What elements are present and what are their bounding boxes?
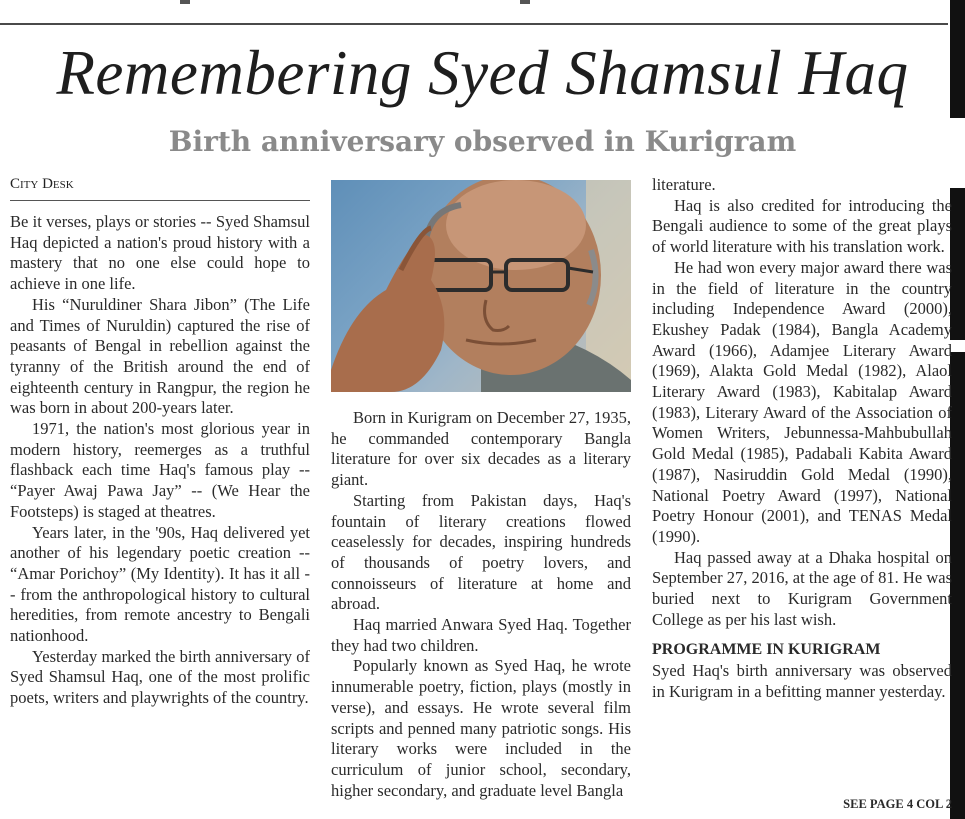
clipped-text-fragment [520,0,530,4]
paragraph: Popularly known as Syed Haq, he wrote innumerable poetry, fiction, plays (mostly in verse), and essays. He wrote several film scripts and penned many patriotic songs. His literary works were included in the curriculum of junior school, secondary, higher secondary, and graduate level Bangla [331,656,631,800]
paragraph: His “Nuruldiner Shara Jibon” (The Life and Times of Nuruldin) captured the rise of peasants of Bengal in rebellion against the tyranny of the British around the end of eighteenth century in Rangpur, the region he was born in about 200-years later. [10,294,310,418]
paragraph: Yesterday marked the birth anniversary of Syed Shamsul Haq, one of the most prolific poets, writers and playwrights of the country. [10,646,310,708]
headline: Remembering Syed Shamsul Haq [56,38,909,108]
paragraph: 1971, the nation's most glorious year in modern history, reemerges as a truthful flashback each time Haq's famous play -- “Payer Awaj Pawa Jay” -- (We Hear the Footsteps) is staged at theatres. [10,419,310,521]
top-rule [0,23,948,25]
column-2 [331,408,631,801]
paragraph: Haq is also credited for introducing the Bengali audience to some of the great plays of world literature with his translation work. [652,195,952,257]
jump-line: SEE PAGE 4 COL 2 [843,797,952,811]
page-edge [950,0,965,819]
clipped-text-fragment [180,0,190,4]
byline: City Desk [10,176,74,192]
paragraph: Syed Haq's birth anniversary was observed in Kurigram in a befitting manner yesterday. [652,661,952,701]
paragraph: Be it verses, plays or stories -- Syed Shamsul Haq depicted a nation's proud history with a mastery that no one else could hope to achieve in one life. [10,212,310,294]
paragraph: Born in Kurigram on December 27, 1935, he commanded contemporary Bangla literature for over six decades as a literary giant. [331,408,631,490]
paragraph-continuation: literature. [652,175,716,194]
paragraph: Haq passed away at a Dhaka hospital on September 27, 2016, at the age of 81. He was buried next to Kurigram Government College as per his last wish. [652,547,952,629]
portrait-photo [331,180,631,392]
paragraph: Starting from Pakistan days, Haq's fountain of literary creations flowed ceaselessly for decades, inspiring hundreds of thousands of poetry lovers, and connoisseurs of literature at home and abroad. [331,490,631,614]
section-heading: PROGRAMME IN KURIGRAM [652,641,881,659]
byline-rule [10,200,310,201]
paragraph: Haq married Anwara Syed Haq. Together they had two children. [331,615,631,655]
paragraph: Years later, in the '90s, Haq delivered yet another of his legendary poetic creation -- “Amar Porichoy” (My Identity). It has it all -- from the anthropological history to cultural heredities, from remote ancestry to Bengali nationhood. [10,522,310,646]
column-1 [10,212,310,709]
column-3 [652,175,952,703]
paragraph: He had won every major award there was in the field of literature in the country including Independence Award (2000), Ekushey Padak (1984), Bangla Academy Award (1966), Adamjee Literary Award (1969), Alakta Gold Medal (1982), Alaol Literary Award (1983), Kabitalap Award (1983), Literary Award of the Association of Women Writers, Jebunnessa-Mahbubullah Gold Medal (1985), Padabali Kabita Award (1987), Nasiruddin Gold Medal (1990), National Poetry Award (1997), National Poetry Honour (2001), and TENAS Medal (1990). [652,257,952,546]
subheadline: Birth anniversary observed in Kurigram [168,125,797,158]
